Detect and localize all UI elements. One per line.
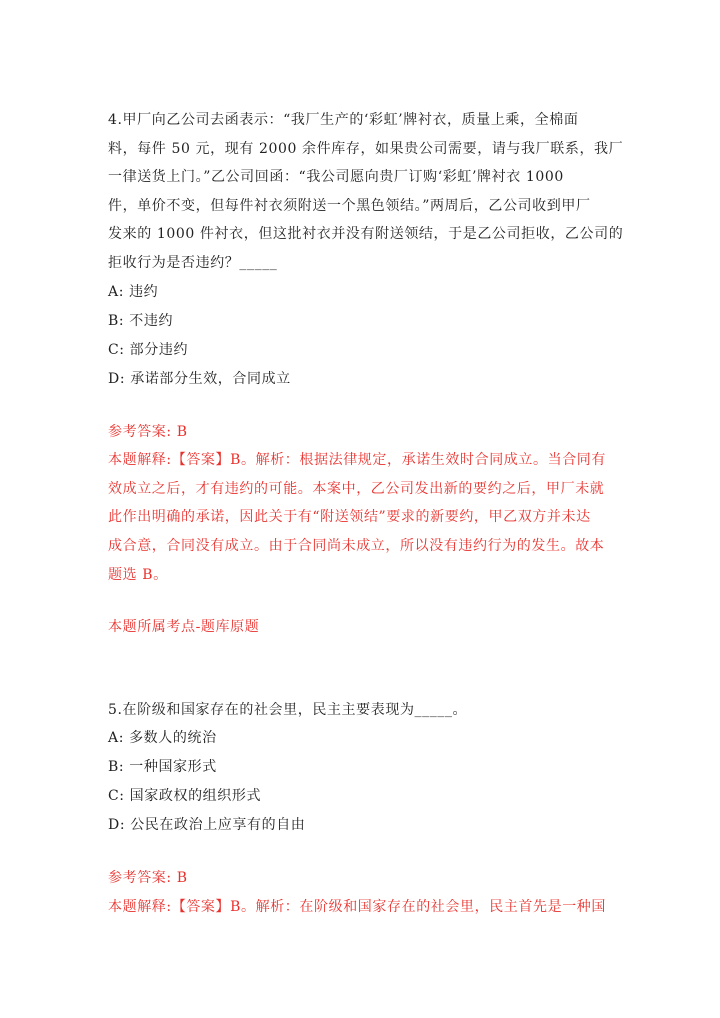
exam-point-tag: 本题所属考点-题库原题 bbox=[108, 619, 260, 636]
question-5 bbox=[108, 696, 608, 922]
question-text-line: 件，单价不变，但每件衬衣须附送一个黑色领结。”两周后，乙公司收到甲厂 bbox=[108, 197, 591, 214]
explanation-line: 题选 B。 bbox=[108, 566, 168, 583]
question-5-options bbox=[108, 724, 608, 840]
document-page bbox=[108, 106, 624, 922]
option-b: B: 一种国家形式 bbox=[108, 759, 217, 776]
question-text-line: 5.在阶级和国家存在的社会里，民主主要表现为_____。 bbox=[108, 701, 468, 718]
question-text-line: 拒收行为是否违约？_____ bbox=[108, 254, 278, 271]
question-4 bbox=[108, 106, 624, 642]
option-c: C: 国家政权的组织形式 bbox=[108, 788, 262, 805]
explanation-line: 效成立之后，才有违约的可能。本案中，乙公司发出新的要约之后，甲厂未就 bbox=[108, 480, 605, 497]
reference-answer: 参考答案: B bbox=[108, 870, 188, 887]
option-c: C: 部分违约 bbox=[108, 341, 189, 358]
question-4-options bbox=[108, 278, 608, 394]
reference-answer: 参考答案: B bbox=[108, 423, 188, 440]
question-4-stem bbox=[108, 106, 624, 278]
explanation-line: 此作出明确的承诺，因此关于有“附送领结”要求的新要约，甲乙双方并未达 bbox=[108, 509, 591, 526]
explanation-line: 本题解释:【答案】B。解析：在阶级和国家存在的社会里，民主首先是一种国 bbox=[108, 898, 607, 915]
option-a: A: 违约 bbox=[108, 283, 159, 300]
option-a: A: 多数人的统治 bbox=[108, 730, 217, 747]
option-b: B: 不违约 bbox=[108, 312, 174, 329]
explanation bbox=[108, 446, 608, 589]
option-d: D: 承诺部分生效，合同成立 bbox=[108, 370, 291, 387]
explanation-line: 成合意，合同没有成立。由于合同尚未成立，所以没有违约行为的发生。故本 bbox=[108, 537, 605, 554]
question-text-line: 一律送货上门。”乙公司回函：“我公司愿向贵厂订购‘彩虹’牌衬衣 1000 bbox=[108, 169, 564, 186]
explanation-line: 本题解释:【答案】B。解析：根据法律规定，承诺生效时合同成立。当合同有 bbox=[108, 452, 607, 469]
option-d: D: 公民在政治上应享有的自由 bbox=[108, 817, 306, 834]
question-text-line: 4.甲厂向乙公司去函表示：“我厂生产的‘彩虹’牌衬衣，质量上乘，全棉面 bbox=[108, 112, 579, 128]
question-text-line: 料，每件 50 元，现有 2000 余件库存，如果贵公司需要，请与我厂联系，我厂 bbox=[108, 140, 624, 157]
question-text-line: 发来的 1000 件衬衣，但这批衬衣并没有附送领结，于是乙公司拒收，乙公司的 bbox=[108, 226, 624, 243]
